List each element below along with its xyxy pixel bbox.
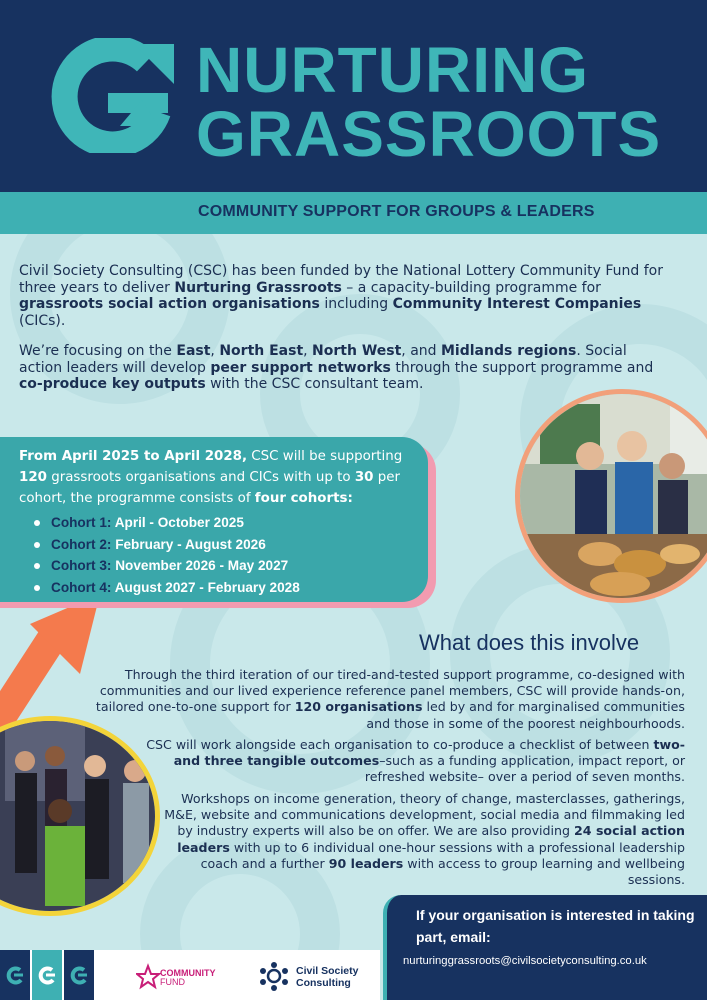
subheading-bar [0,192,707,234]
involve-heading: What does this involve [419,630,640,655]
cohort-item: Cohort 3: November 2026 - May 2027 [32,555,300,577]
header-banner [0,0,707,192]
title-line-1: NURTURING [196,34,589,106]
cohort-item: Cohort 2: February - August 2026 [32,534,300,556]
intro-paragraph-1: Civil Society Consulting (CSC) has been funded by the National Lottery Community Fund for three years to deliver Nurturing Grassroots – a capacity-building programme for grassroots social action organisations including Community Interest Companies (CICs). [19,263,664,329]
cohort-list [32,512,300,598]
cohort-item: Cohort 4: August 2027 - February 2028 [32,577,300,599]
subheading: COMMUNITY SUPPORT FOR GROUPS & LEADERS [198,203,595,220]
g-logo-icon [64,950,94,1000]
footer-square-1 [0,950,30,1000]
cohort-item: Cohort 1: April - October 2025 [32,512,300,534]
g-logo-icon [32,950,62,1000]
community-fund-logo-text: COMMUNITY FUND [160,968,216,987]
involve-paragraph-2: CSC will work alongside each organisation to co-produce a checklist of between two- and three tangible outcomes–such as a funding application, impact report, or refreshed website– over a period of seven months. [146,737,685,785]
nurturing-grassroots-g-arrow-icon [50,38,180,153]
contact-prompt: If your organisation is interested in taking part, email: [416,907,695,945]
g-logo-icon [0,950,30,1000]
title-line-2: GRASSROOTS [196,98,662,170]
civil-society-consulting-logo-icon [258,960,290,992]
involve-paragraph-1: Through the third iteration of our tired-and-tested support programme, co-designed with communities and our lived experience reference panel members, CSC will provide hands-on, tailored one-to-one support for 120 organisations led by and for marginalised communities and those in some of the poorest neighbourhoods. [95,667,685,731]
cohort-intro: From April 2025 to April 2028, CSC will be supporting 120 grassroots organisations and CICs with up to 30 per cohort, the programme consists of four cohorts: [19,449,403,506]
footer-square-2 [32,950,62,1000]
csc-logo-text: Civil Society Consulting [296,965,359,989]
involve-paragraph-3: Workshops on income generation, theory of change, masterclasses, gatherings, M&E, website and communications development, social media and filmmaking led by industry experts will also be on offer. We are also providing 24 social action leaders with up to 6 individual one-hour sessions with a professional leadership coach and a further 90 leaders with access to group learning and wellbeing sessions. [164,791,685,888]
footer-square-3 [64,950,94,1000]
intro-paragraph-2: We’re focusing on the East, North East, North West, and Midlands regions. Social action leaders will develop peer support networks through the support programme and co-produce key outputs with the CSC consultant team. [19,343,654,392]
contact-email-link[interactable]: nurturinggrassroots@civilsocietyconsulting.co.uk [403,955,647,967]
